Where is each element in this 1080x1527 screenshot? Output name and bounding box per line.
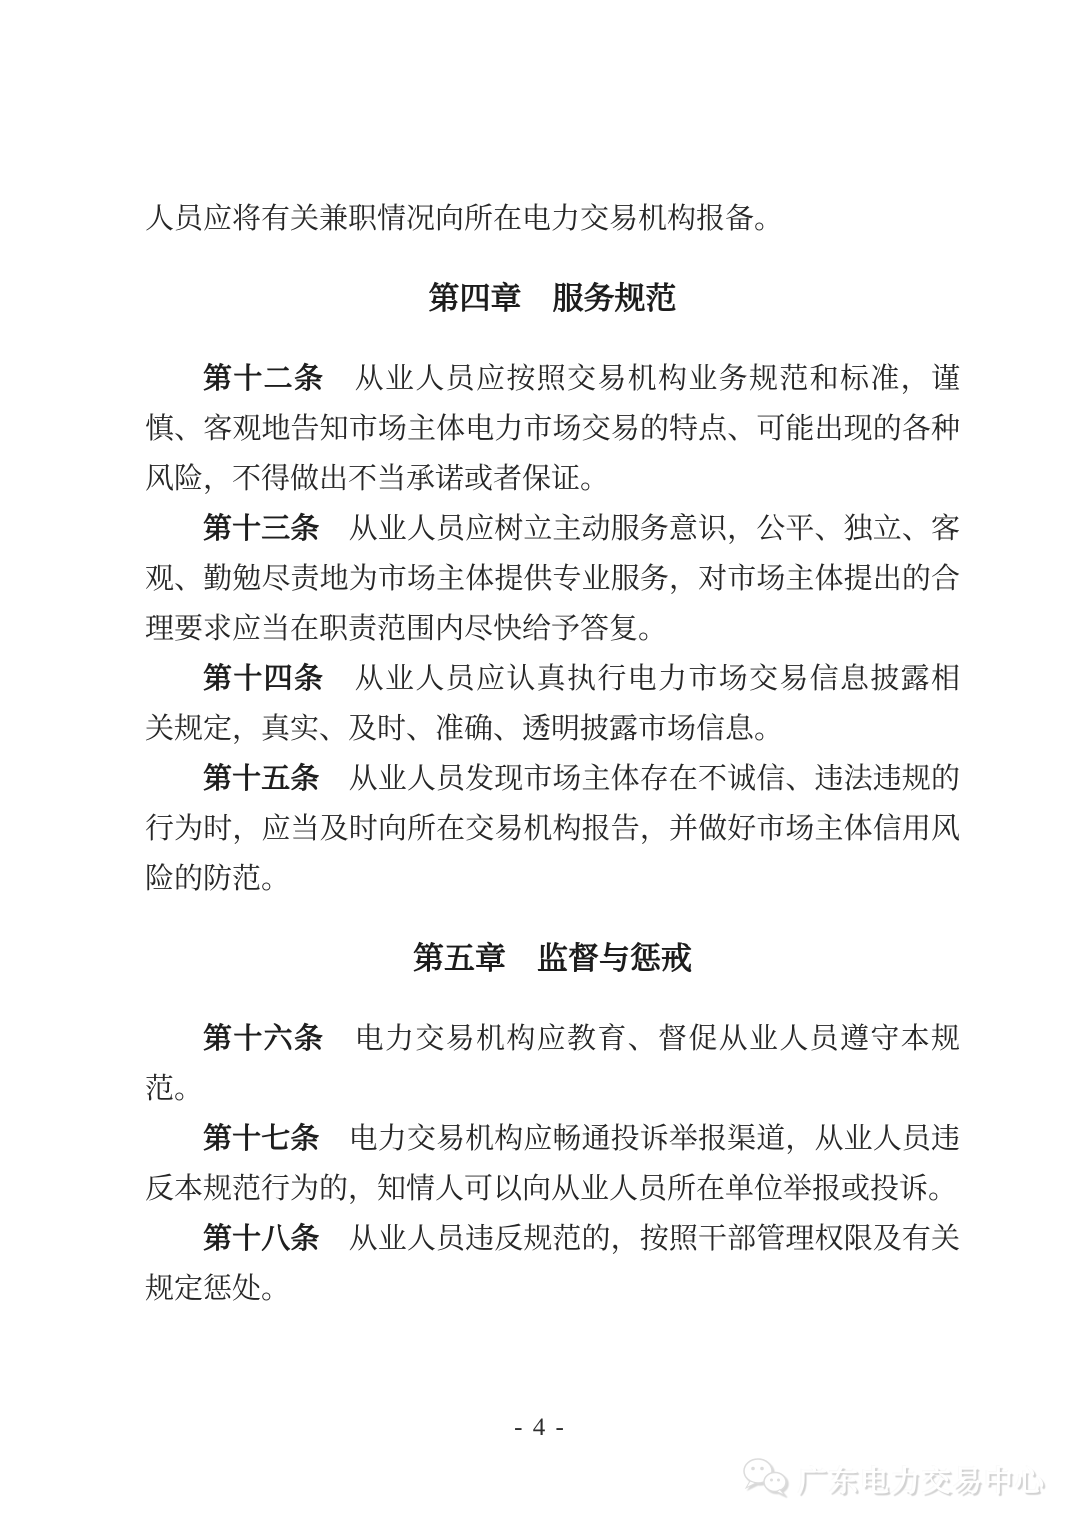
- text-run: 电力交易机构应畅通投诉举报渠道，从业人员违: [319, 1123, 960, 1155]
- wechat-icon: [741, 1456, 789, 1503]
- article-number: 第十四条: [203, 663, 325, 695]
- text-line: 险的防范。: [145, 863, 291, 895]
- watermark-text: 广东电力交易中心: [797, 1466, 1046, 1498]
- article-17: [145, 1114, 960, 1214]
- article-number: 第十六条: [203, 1023, 325, 1055]
- article-number: 第十五条: [203, 763, 320, 795]
- text-line: [145, 1014, 960, 1064]
- text-line: 范。: [145, 1073, 204, 1105]
- text-line: 观、勤勉尽责地为市场主体提供专业服务，对市场主体提出的合: [145, 563, 960, 595]
- article-number: 第十二条: [203, 363, 325, 395]
- text-line: 慎、客观地告知市场主体电力市场交易的特点、可能出现的各种: [145, 413, 960, 445]
- article-number: 第十三条: [203, 513, 320, 545]
- text-line: 关规定，真实、及时、准确、透明披露市场信息。: [145, 713, 784, 745]
- text-line: [145, 504, 960, 554]
- chapter-5-heading: 第五章 监督与惩戒: [413, 941, 692, 976]
- text-run: 从业人员应按照交易机构业务规范和标准，谨: [324, 363, 960, 395]
- article-13: [145, 504, 960, 654]
- chapter-4-heading: 第四章 服务规范: [428, 281, 677, 316]
- text-run: 从业人员发现市场主体存在不诚信、违法违规的: [319, 763, 960, 795]
- text-line: 规定惩处。: [145, 1273, 291, 1305]
- text-line: 行为时，应当及时向所在交易机构报告，并做好市场主体信用风: [145, 813, 960, 845]
- text-run: 电力交易机构应教育、督促从业人员遵守本规: [324, 1023, 960, 1055]
- text-run: 从业人员应树立主动服务意识，公平、独立、客: [319, 513, 960, 545]
- text-line: [145, 654, 960, 704]
- article-number: 第十八条: [203, 1223, 320, 1255]
- text-line: [145, 754, 960, 804]
- text-line: [145, 1114, 960, 1164]
- text-line: 反本规范行为的，知情人可以向从业人员所在单位举报或投诉。: [145, 1173, 958, 1205]
- wechat-watermark: [741, 1456, 1046, 1503]
- text-run: 从业人员违反规范的，按照干部管理权限及有关: [319, 1223, 960, 1255]
- text-run: 从业人员应认真执行电力市场交易信息披露相: [324, 663, 960, 695]
- article-14: [145, 654, 960, 754]
- text-line: [145, 1214, 960, 1264]
- continuation-line: 人员应将有关兼职情况向所在电力交易机构报备。: [145, 203, 784, 235]
- text-line: 风险，不得做出不当承诺或者保证。: [145, 463, 610, 495]
- document-body: [145, 194, 960, 1314]
- article-12: [145, 354, 960, 504]
- article-15: [145, 754, 960, 904]
- article-18: [145, 1214, 960, 1314]
- text-line: [145, 354, 960, 404]
- article-16: [145, 1014, 960, 1114]
- text-line: 理要求应当在职责范围内尽快给予答复。: [145, 613, 668, 645]
- article-number: 第十七条: [203, 1123, 320, 1155]
- page-number: - 4 -: [514, 1414, 566, 1441]
